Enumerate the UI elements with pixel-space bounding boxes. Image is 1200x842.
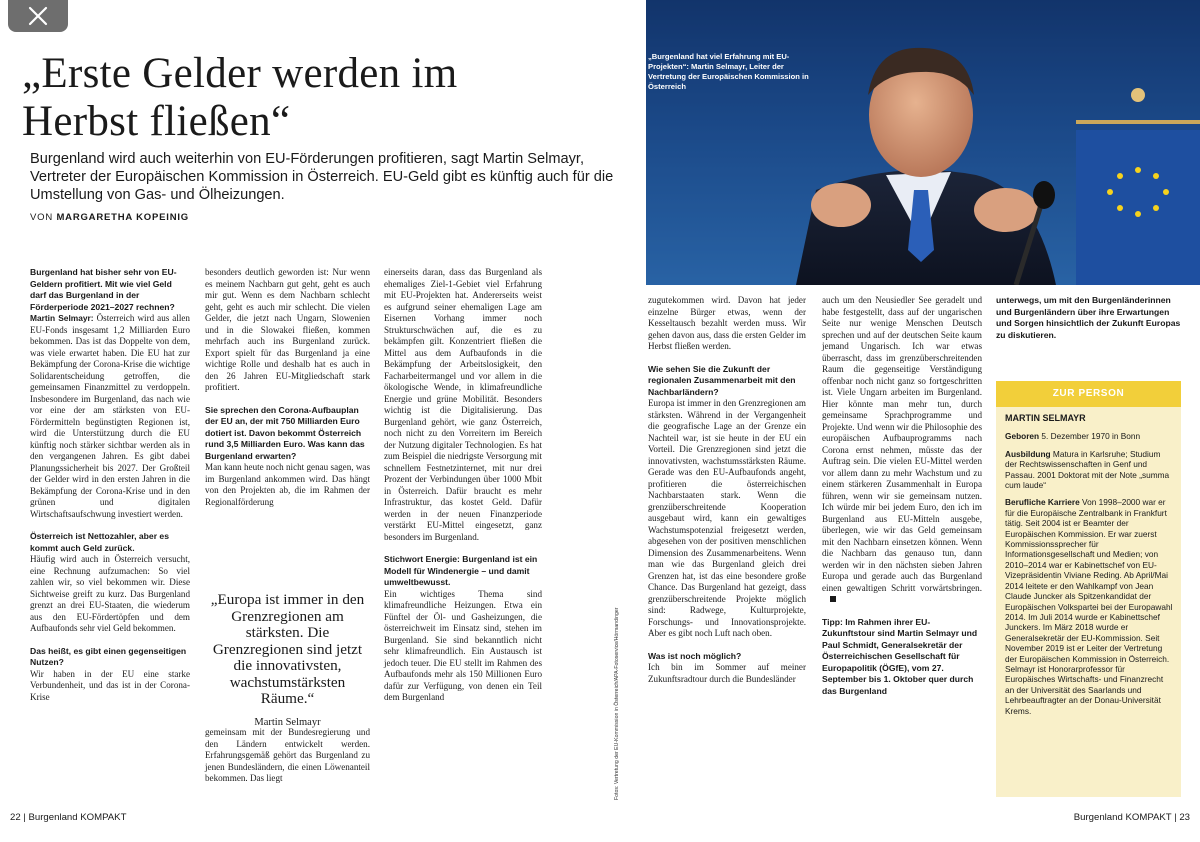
profile-name: MARTIN SELMAYR xyxy=(1005,413,1086,423)
question-4: Sie sprechen den Corona-Aufbauplan der EU an, der mit 750 Milliarden Euro dotiert ist. Davon bekommt Österreich rund 3,5 Milliarden Euro. Was kann das Burgenland erwarten? xyxy=(205,404,365,461)
byline-author: MARGARETHA KOPEINIG xyxy=(56,212,189,223)
profile-born-text: 5. Dezember 1970 in Bonn xyxy=(1039,431,1141,442)
column-4-paragraph-1: zugutekommen wird. Davon hat jeder einzelne Bürger etwas, wenn der Kesseltausch bezahlt werden muss. Wir gehen davon aus, dass die ersten Gelder im Herbst fließen werden. xyxy=(648,295,806,351)
event-tip-continued: unterwegs, um mit den Burgenländerinnen und Burgenländern über ihre Erwartungen und Sorgen hinsichtlich der Zukunft Europas zu diskutieren. xyxy=(996,295,1181,340)
column-5-paragraph-1 xyxy=(822,295,982,606)
question-3: Das heißt, es gibt einen gegenseitigen Nutzen? xyxy=(30,645,187,667)
article-column-4 xyxy=(648,295,806,685)
footer-left: 22 | Burgenland KOMPAKT xyxy=(10,812,127,823)
photo-caption: „Burgenland hat viel Erfahrung mit EU-Projekten“: Martin Selmayr, Leiter der Vertretung der Europäischen Kommission in Österreich xyxy=(648,52,809,91)
article-column-2 xyxy=(205,267,370,508)
profile-education xyxy=(1005,449,1173,491)
page-number-left: 22 xyxy=(10,812,21,823)
pull-quote-author: Martin Selmayr xyxy=(254,716,321,728)
article-column-2-bottom xyxy=(205,727,370,785)
speaker-label: Martin Selmayr: xyxy=(30,313,94,323)
column-2-paragraph-3: gemeinsam mit der Bundesregierung und den Ländern entwickelt werden. Erfahrungsgemäß gehört das Burgenland zu jenen Bundesländern, die einen Löwenanteil bekommen. Das liegt xyxy=(205,727,370,783)
byline-prefix: VON xyxy=(30,212,53,223)
profile-born-label: Geboren xyxy=(1005,431,1040,442)
profile-born xyxy=(1005,431,1173,441)
page-number-right: 23 xyxy=(1179,812,1190,823)
question-1: Burgenland hat bisher sehr von EU-Geldern profitiert. Mit wie viel Geld darf das Burgenland in der Förderperiode 2021–2027 rechnen? xyxy=(30,267,177,312)
profile-box-header: ZUR PERSON xyxy=(996,381,1181,407)
article-headline: „Erste Gelder werden im Herbst fließen“ xyxy=(22,50,458,145)
column-2-paragraph-1: besonders deutlich geworden ist: Nur wenn es meinem Nachbarn gut geht, geht es auch mir gut. Wenn es dem Nachbarn schlecht geht, geht es auch mir schlecht. Die vielen Gelder, die jetzt nach Ungarn, Slowenien und in die Slowakei fließen, kommen mehrfach auch ins Burgenland zurück. Export spielt für das Burgenland ja eine wichtige Rolle und deshalb hat es auch in den 26 Jahren EU-Mitgliedschaft stark profitiert. xyxy=(205,267,370,392)
question-7: Was ist noch möglich? xyxy=(648,650,742,661)
answer-1 xyxy=(30,313,190,520)
photo-credit: Fotos: Vertretung der EU-Kommission in Österreich/APA-Fotoservice/Hörmandinger xyxy=(614,607,620,800)
column-3-paragraph-1: einerseits daran, dass das Burgenland als ehemaliges Ziel-1-Gebiet viel Erfahrung mit EU-Projekten hat. Andererseits weist es aufgrund seiner ehemaligen Lage am Eisernen Vorhang immer noch Strukturschwächen auf, die es zu bekämpfen gilt. Konzentriert fließen die Mittel aus dem Aufbaufonds in die Bekämpfung der Arbeitslosigkeit, den Facharbeitermangel und vor allem in die ökologische Wende, in klimafreundliche Energie und grüne Mobilität. Besonders wichtig ist die Digitalisierung. Das Burgenland gehört, wie ganz Österreich, noch nicht zu den Vorreitern im Bereich der Nutzung digitaler Technologien. Es hat zum Beispiel die niedrigste Versorgung mit schnellem Festnetzinternet, mit nur drei Prozent der Verbindungen über 1000 Mbit in Österreich. Dafür braucht es mehr Infrastruktur, das kostet Geld. Dafür werden in der neuen Finanzperiode verstärkt EU-Mittel eingesetzt, ganz besonders im Burgenland. xyxy=(384,267,542,542)
end-mark-icon xyxy=(830,596,836,602)
pull-quote xyxy=(205,592,370,728)
byline xyxy=(30,212,189,223)
article-column-5 xyxy=(822,295,982,697)
question-6: Wie sehen Sie die Zukunft der regionalen Zusammenarbeit mit den Nachbarländern? xyxy=(648,363,796,397)
profile-education-text: Matura in Karlsruhe; Studium der Rechtswissenschaften in Genf und Passau. 2001 Doktorat mit der Note „summa cum laude“ xyxy=(1005,448,1170,491)
article-column-1 xyxy=(30,267,190,703)
question-2: Österreich ist Nettozahler, aber es kommt auch Geld zurück. xyxy=(30,531,169,553)
pull-quote-text: „Europa ist immer in den Grenzregionen am stärksten. Die Grenzregionen sind jetzt die innovativsten, wachstumstärksten Räume.“ xyxy=(210,591,365,707)
article-deck: Burgenland wird auch weiterhin von EU-Förderungen profitieren, sagt Martin Selmayr, Vertreter der Europäischen Kommission in Österreich. EU-Geld gibt es künftig auch für die Umstellung von Gas- und Ölheizungen. xyxy=(30,151,614,203)
eu-flag xyxy=(1076,130,1200,285)
article-column-3 xyxy=(384,267,542,704)
article-column-6 xyxy=(996,295,1181,341)
event-tip: Tipp: Im Rahmen ihrer EU-Zukunftstour sind Martin Selmayr und Paul Schmidt, Generalsekretär der Österreichischen Gesellschaft für Europapolitik (ÖGfE), vom 27. September bis 1. Oktober quer durch das Burgenland xyxy=(822,616,978,696)
profile-education-label: Ausbildung xyxy=(1005,448,1051,459)
profile-career xyxy=(1005,497,1173,716)
portrait-photo xyxy=(646,0,1200,285)
profile-box xyxy=(996,381,1181,797)
footer-right: Burgenland KOMPAKT | 23 xyxy=(1073,812,1190,823)
column-5-paragraph-1-text: auch um den Neusiedler See geradelt und habe festgestellt, dass auf der ungarischen Seite nur wenige Menschen Deutsch sprechen und auf der deutschen Seite kaum jemand Ungarisch. Ich war etwas überrascht, dass im grenzüberschreitenden Raum die gegenseitige Verständigung offenbar noch nicht ganz so fortgeschritten ist. Viele Ungarn arbeiten im Burgenland. Hier könnte man mehr tun, durch gemeinsame Sprachprogramme und Projekte. Und wenn wir die Philosophie des europäischen Aufbauprogramms nach Corona ernst nehmen, müsste das der Auftrag sein. Die vielen EU-Mittel werden vor allem dann zu mehr Wachstum und zu einem stärkeren Zusammenhalt in Europa führen, wenn wir sie gemeinsam nutzen. Ich würde mir bei jedem Euro, den ich im Burgenland aus EU-Mitteln ausgebe, überlegen, wie wir das Geld gemeinsam mit den Nachbarn einsetzen können. Wenn die Nachbarn das genauso tun, dann werden wir in den nächsten sieben Jahren Europa und gerade auch das Burgenland einen gewaltigen Schritt vorwärtsbringen. xyxy=(822,295,982,593)
profile-career-label: Berufliche Karriere xyxy=(1005,497,1080,508)
close-button[interactable] xyxy=(8,0,68,32)
profile-career-text: Von 1998–2000 war er für die Europäische Zentralbank in Frankfurt tätig. Seit 2004 ist er Beamter der Europäischen Kommission. Er war zuerst Kommissionssprecher für Informationsgesellschaft und Medien; von 2010–2014 war er Kabinettschef von EU-Vizepräsidentin Viviane Reding. Ab April/Mai 2014 leitete er den Wahlkampf von Jean Claude Juncker als Spitzenkandidat der Europäischen Volkspartei bei der Europawahl 2014. Im Juli 2014 wurde er Kabinettschef Junckers. Im März 2018 wurde er Generalsekretär der EU-Kommission. Seit November 2019 ist er Leiter der Vertretung der Europäischen Kommission in Österreich. Selmayr ist Honorarprofessor für Europäisches Wirtschafts- und Finanzrecht an der Universität des Saarlands und Lehrbeauftragter an der Donau-Universität Krems. xyxy=(1005,497,1173,716)
close-icon xyxy=(27,5,49,27)
column-4-paragraph-3: Ich bin im Sommer auf meiner Zukunftsradtour durch die Bundesländer xyxy=(648,662,806,684)
question-5: Stichwort Energie: Burgenland ist ein Modell für Windenergie – und damit umweltbewusst. xyxy=(384,554,538,587)
answer-1-text: Österreich wird aus allen EU-Fonds insgesamt 1,2 Milliarden Euro bekommen. Das ist das Doppelte von dem, was viele erwartet haben. Die EU hat zur Bekämpfung der Corona-Krise die wichtige Solidarentscheidung getroffen, die gemeinsamen Finanzmittel zu verdoppeln. Insbesondere im Burgenland, das nach wie vor eine der am stärksten von EU-Fördermitteln begünstigten Regionen ist, wird die Unterstützung durch die EU künftig noch stärker sichtbar werden als in den vergangenen Jahren. Es gibt dabei Planungssicherheit bis 2027. Der Großteil der Gelder wird in den ersten Jahren in die Bekämpfung der Corona-Krise und in den grünen und digitalen Wirtschaftsaufschwung investiert werden. xyxy=(30,313,190,519)
portrait-illustration xyxy=(646,0,1200,285)
answer-3: Wir haben in der EU eine starke Verbundenheit, und das ist in der Corona-Krise xyxy=(30,668,190,702)
publication-name-right: Burgenland KOMPAKT xyxy=(1073,812,1172,823)
profile-box-body xyxy=(996,407,1181,716)
column-2-paragraph-2: Man kann heute noch nicht genau sagen, was im Burgenland ankommen wird. Das hängt von den Projekten ab, die im Rahmen der Regionalförderung xyxy=(205,462,370,507)
answer-2: Häufig wird auch in Österreich versucht, eine Rechnung aufzumachen: So viel zahlen wir, so viel bekommen wir. Diese Sichtweise greift zu kurz. Das Burgenland grenzt an drei EU-Staaten, die wiederum aus den EU-Fördertöpfen und dem Aufbaufonds sehr viel Geld bekommen. xyxy=(30,554,190,633)
publication-name-left: Burgenland KOMPAKT xyxy=(28,812,127,823)
column-4-paragraph-2: Europa ist immer in den Grenzregionen am stärksten. Während in der Vergangenheit die geografische Lage an der Grenze ein Nachteil war, ist sie heute in der EU ein Vorteil. Die Grenzregionen sind jetzt die innovativsten, wachstumsstärksten Räume. Gerade was den EU-Aufbaufonds angeht, profitieren die österreichischen Nachbarstaaten stark. Wenn die grenzüberschreitende Kooperation ausgebaut wird, kann ein gewaltiges Wachstumspotenzial freigesetzt werden, abgesehen von der positiven menschlichen Dimension des Zusammenarbeitens. Wenn man wie das Burgenland gleich drei Grenzen hat, ist das eine besondere große Chance. Das Burgenland hat gezeigt, dass grenzüberschreitende Projekte möglich sind: Radwege, Kulturprojekte, Forschungs- und Innovationsprojekte. Aber es gibt noch Luft nach oben. xyxy=(648,398,806,638)
column-3-paragraph-2: Ein wichtiges Thema sind klimafreundliche Heizungen. Etwa ein Fünftel der Öl- und Gasheizungen, die österreichweit im Einsatz sind, stehen im Burgenland. Sie sind bekanntlich nicht sehr klimafreundlich. Ein Austausch ist jedoch teuer. Die EU stellt im Rahmen des Aufbaufonds mehr als 150 Millionen Euro dafür zur Verfügung, von denen ein Teil dem Burgenland xyxy=(384,588,542,702)
